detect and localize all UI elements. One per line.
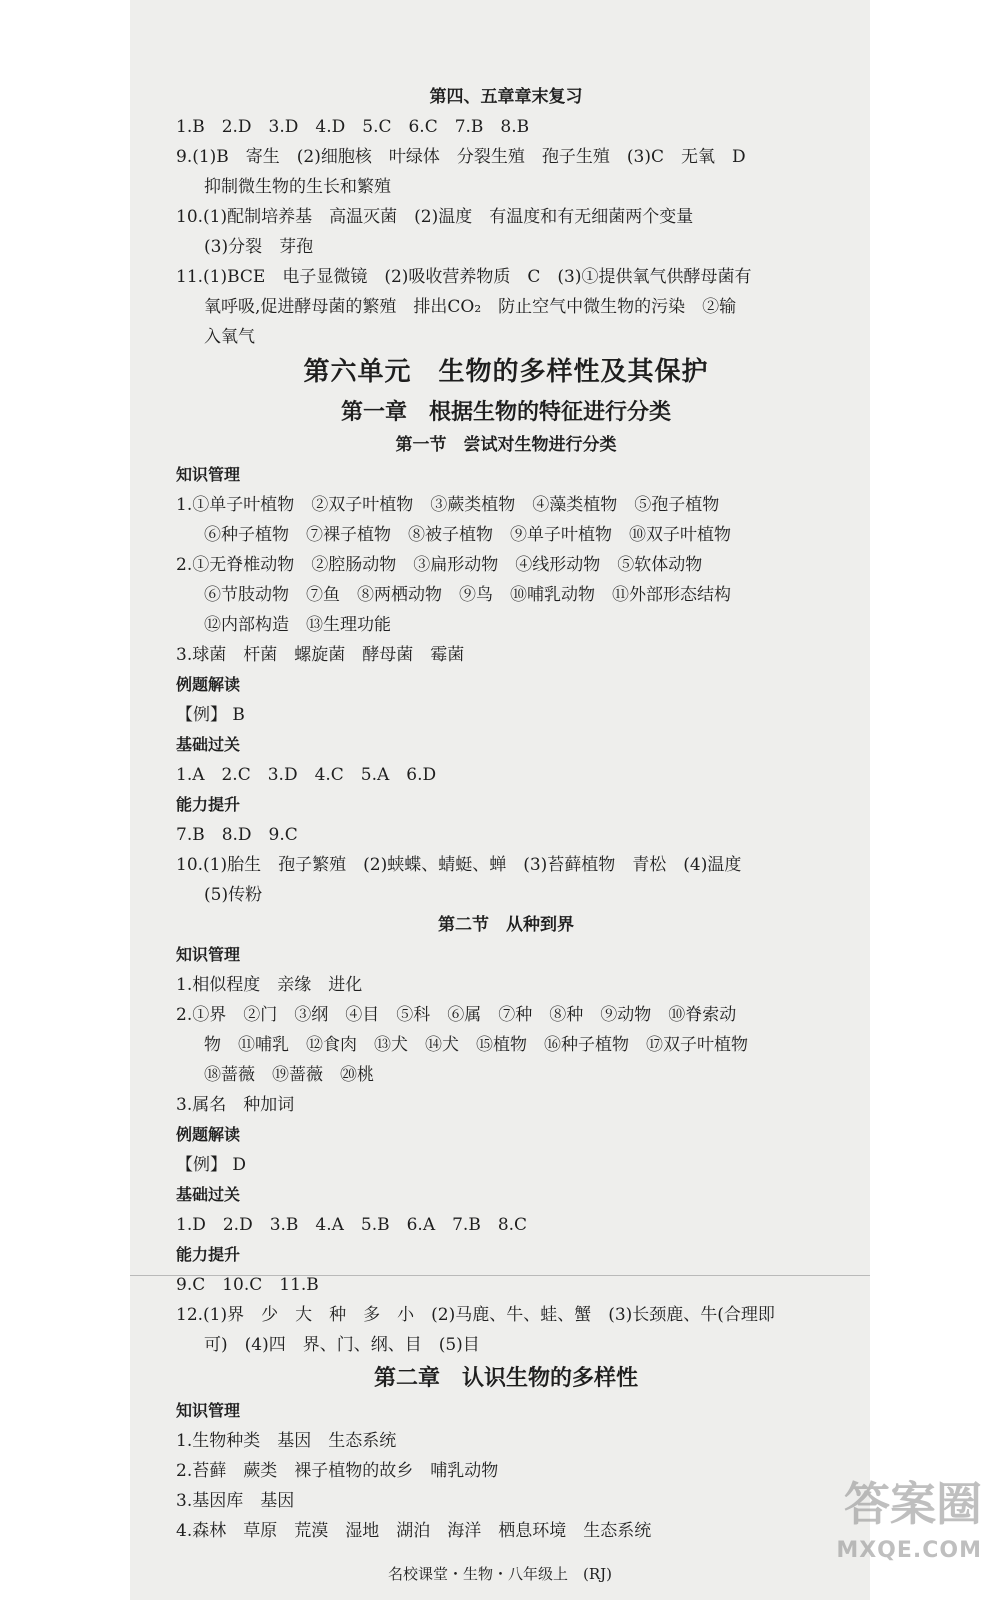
answer-line: (3)分裂 芽孢 [204, 237, 314, 257]
section-title-review: 第四、五章章末复习 [429, 87, 583, 107]
watermark-url: MXQE.COM [836, 1538, 982, 1563]
watermark-text: 答案圈 [844, 1477, 982, 1531]
answer-content [176, 82, 836, 1546]
answer-line: 9.C 10.C 11.B [176, 1275, 319, 1295]
answer-line: 2.①界 ②门 ③纲 ④目 ⑤科 ⑥属 ⑦种 ⑧种 ⑨动物 ⑩脊索动 [176, 1005, 737, 1025]
answer-line: 1.生物种类 基因 生态系统 [176, 1431, 397, 1451]
answer-line: 9.(1)B 寄生 (2)细胞核 叶绿体 分裂生殖 孢子生殖 (3)C 无氧 D [176, 147, 746, 167]
answer-line: ⑱蔷薇 ⑲蔷薇 ⑳桃 [204, 1065, 374, 1085]
answer-line: 2.苔藓 蕨类 裸子植物的故乡 哺乳动物 [176, 1461, 499, 1481]
answer-line: (5)传粉 [204, 885, 263, 905]
answer-line: 4.森林 草原 荒漠 湿地 湖泊 海洋 栖息环境 生态系统 [176, 1521, 652, 1541]
category-heading: 知识管理 [176, 1401, 241, 1420]
section-title: 第二节 从种到界 [438, 915, 574, 935]
watermark-logo [796, 1474, 982, 1586]
answer-line: 12.(1)界 少 大 种 多 小 (2)马鹿、牛、蛙、蟹 (3)长颈鹿、牛(合理即 [176, 1305, 775, 1325]
category-heading: 基础过关 [176, 735, 241, 754]
page-footer: 名校课堂・生物・八年级上 (RJ) [387, 1565, 612, 1583]
chapter-title: 第二章 认识生物的多样性 [373, 1365, 638, 1391]
answer-line: 2.①无脊椎动物 ②腔肠动物 ③扁形动物 ④线形动物 ⑤软体动物 [176, 555, 703, 575]
answer-line: 1.B 2.D 3.D 4.D 5.C 6.C 7.B 8.B [176, 117, 530, 137]
category-heading: 基础过关 [176, 1185, 241, 1204]
answer-line: 可) (4)四 界、门、纲、目 (5)目 [204, 1335, 480, 1355]
category-heading: 能力提升 [176, 1245, 241, 1264]
answer-line: 1.①单子叶植物 ②双子叶植物 ③蕨类植物 ④藻类植物 ⑤孢子植物 [176, 495, 720, 515]
answer-line: 3.基因库 基因 [176, 1491, 295, 1511]
answer-line: 氧呼吸,促进酵母菌的繁殖 排出CO₂ 防止空气中微生物的污染 ②输 [204, 297, 737, 317]
category-heading: 知识管理 [176, 945, 241, 964]
category-heading: 例题解读 [176, 675, 241, 694]
answer-line: ⑥节肢动物 ⑦鱼 ⑧两栖动物 ⑨鸟 ⑩哺乳动物 ⑪外部形态结构 [204, 585, 731, 605]
answer-line: 3.球菌 杆菌 螺旋菌 酵母菌 霉菌 [176, 645, 465, 665]
category-heading: 知识管理 [176, 465, 241, 484]
answer-line: 物 ⑪哺乳 ⑫食肉 ⑬犬 ⑭犬 ⑮植物 ⑯种子植物 ⑰双子叶植物 [204, 1035, 748, 1055]
answer-line: 10.(1)配制培养基 高温灭菌 (2)温度 有温度和有无细菌两个变量 [176, 207, 694, 227]
category-heading: 例题解读 [176, 1125, 241, 1144]
chapter-title: 第一章 根据生物的特征进行分类 [340, 399, 671, 425]
answer-line: 【例】 B [176, 705, 245, 725]
answer-line: 10.(1)胎生 孢子繁殖 (2)蛱蝶、蜻蜓、蝉 (3)苔藓植物 青松 (4)温度 [176, 855, 742, 875]
section-title: 第一节 尝试对生物进行分类 [395, 435, 617, 455]
category-heading: 能力提升 [176, 795, 241, 814]
answer-line: 【例】 D [176, 1155, 247, 1175]
answer-line: ⑥种子植物 ⑦裸子植物 ⑧被子植物 ⑨单子叶植物 ⑩双子叶植物 [204, 525, 731, 545]
answer-line: 3.属名 种加词 [176, 1095, 295, 1115]
unit-title: 第六单元 生物的多样性及其保护 [303, 357, 709, 387]
answer-line: 1.D 2.D 3.B 4.A 5.B 6.A 7.B 8.C [176, 1215, 528, 1235]
answer-line: 1.A 2.C 3.D 4.C 5.A 6.D [176, 765, 437, 785]
answer-line: 11.(1)BCE 电子显微镜 (2)吸收营养物质 C (3)①提供氧气供酵母菌有 [176, 267, 752, 287]
answer-line: 7.B 8.D 9.C [176, 825, 298, 845]
page-divider [130, 1275, 870, 1276]
answer-line: 1.相似程度 亲缘 进化 [176, 975, 363, 995]
answer-line: 入氧气 [204, 327, 255, 347]
answer-line: 抑制微生物的生长和繁殖 [204, 177, 391, 197]
answer-line: ⑫内部构造 ⑬生理功能 [204, 615, 391, 635]
